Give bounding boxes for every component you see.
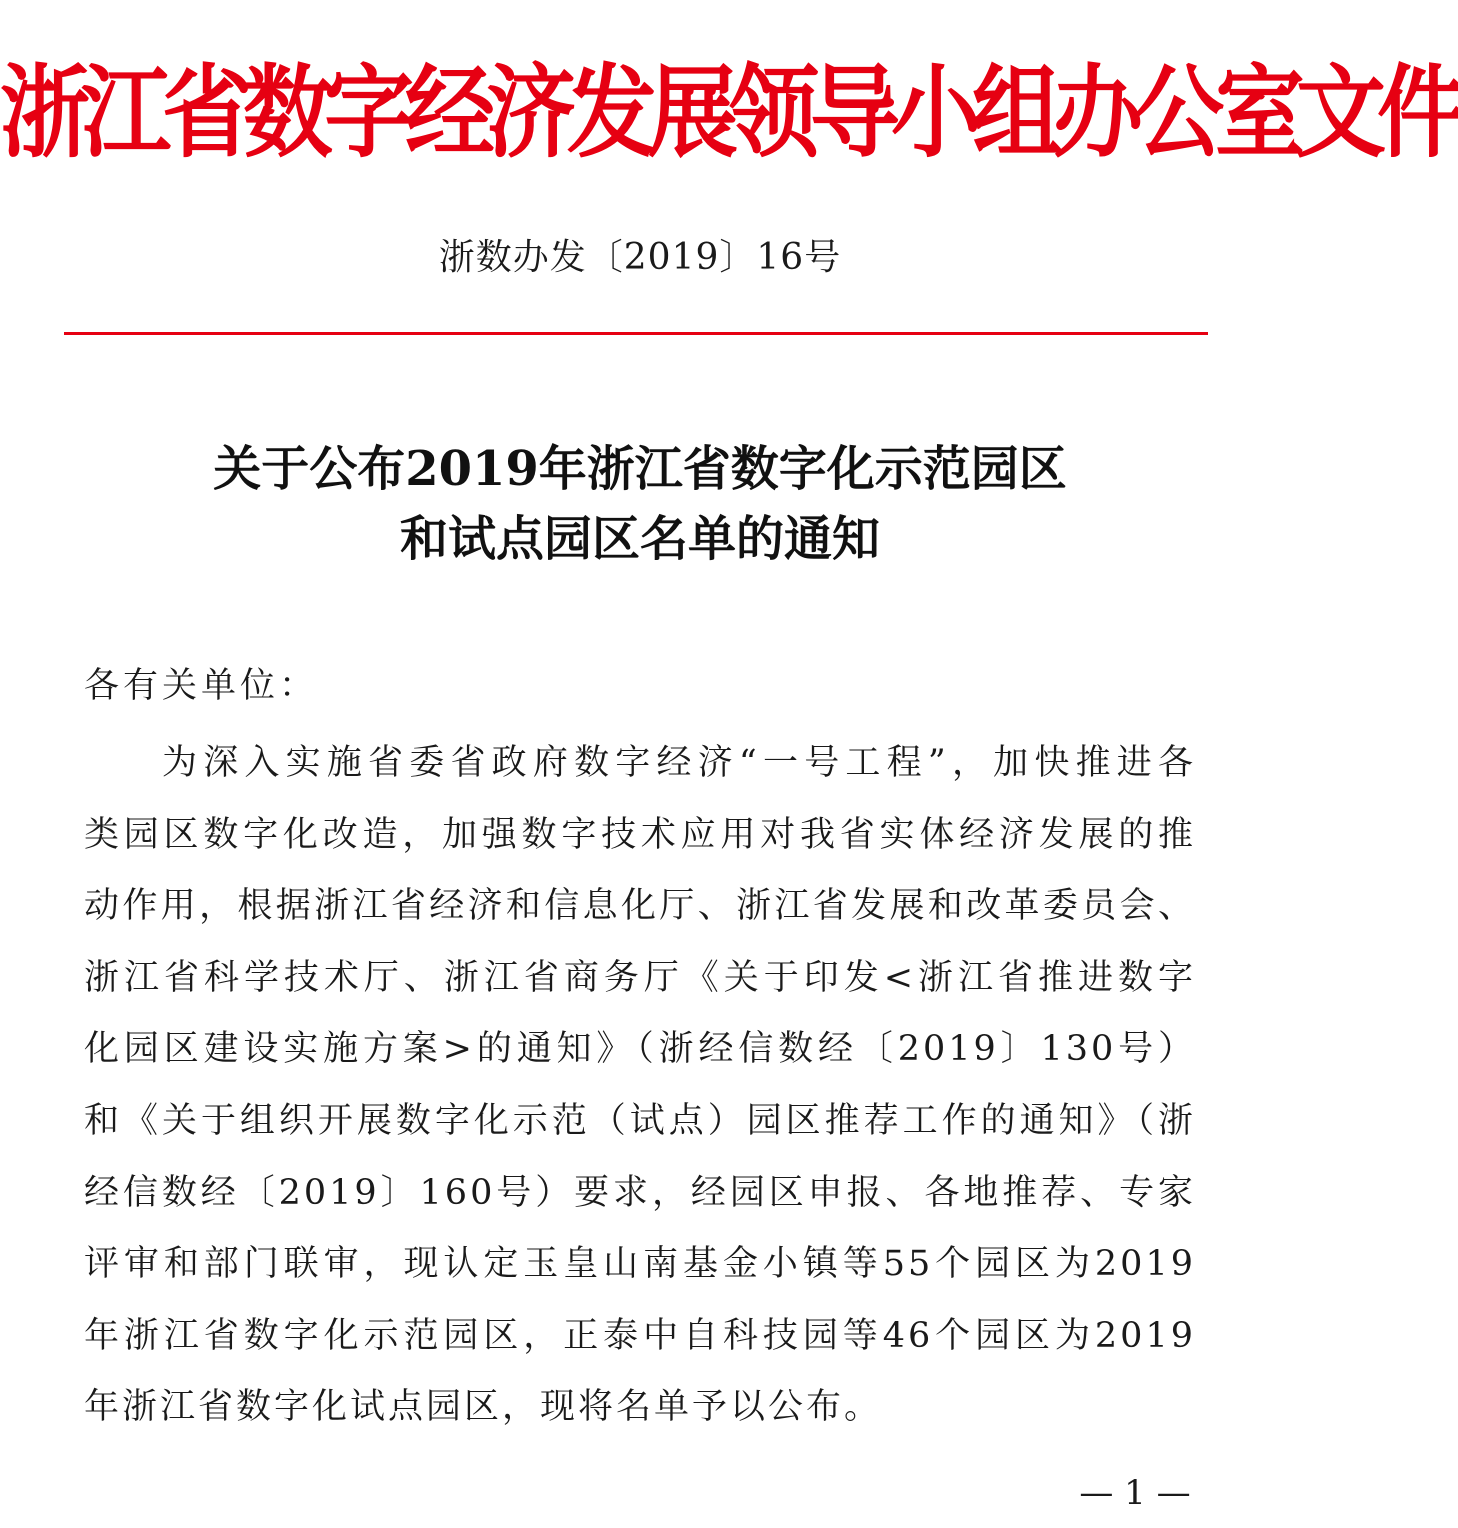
document-title: [0, 434, 1280, 574]
page-number: — 1 —: [1079, 1473, 1191, 1513]
title-line-2: 和试点园区名单的通知: [399, 511, 880, 567]
body-line: 浙江省科学技术厅、浙江省商务厅《关于印发<浙江省推进数字: [84, 957, 1196, 998]
salutation: 各有关单位：: [84, 666, 319, 706]
document-number: 浙数办发〔2019〕16号: [438, 237, 842, 278]
body-line: 化园区建设实施方案>的通知》（浙经信数经〔2019〕130号）: [84, 1029, 1196, 1070]
body-line: 年浙江省数字化试点园区，现将名单予以公布。: [84, 1387, 883, 1428]
issuer-header: 浙江省数字经济发展领导小组办公室文件: [0, 54, 1458, 173]
body-line: 为深入实施省委省政府数字经济“一号工程”，加快推进各: [162, 743, 1196, 783]
red-divider-line: [64, 332, 1208, 335]
body-line: 年浙江省数字化示范园区，正泰中自科技园等46个园区为2019: [84, 1315, 1196, 1356]
body-paragraph: [84, 728, 1196, 1444]
title-line-1: 关于公布2019年浙江省数字化示范园区: [213, 441, 1067, 497]
body-line: 评审和部门联审，现认定玉皇山南基金小镇等55个园区为2019: [84, 1244, 1196, 1285]
body-line: 动作用，根据浙江省经济和信息化厅、浙江省发展和改革委员会、: [84, 886, 1196, 927]
body-line: 类园区数字化改造，加强数字技术应用对我省实体经济发展的推: [84, 814, 1196, 855]
body-line: 和《关于组织开展数字化示范（试点）园区推荐工作的通知》（浙: [84, 1100, 1196, 1141]
body-line: 经信数经〔2019〕160号）要求，经园区申报、各地推荐、专家: [84, 1172, 1196, 1213]
